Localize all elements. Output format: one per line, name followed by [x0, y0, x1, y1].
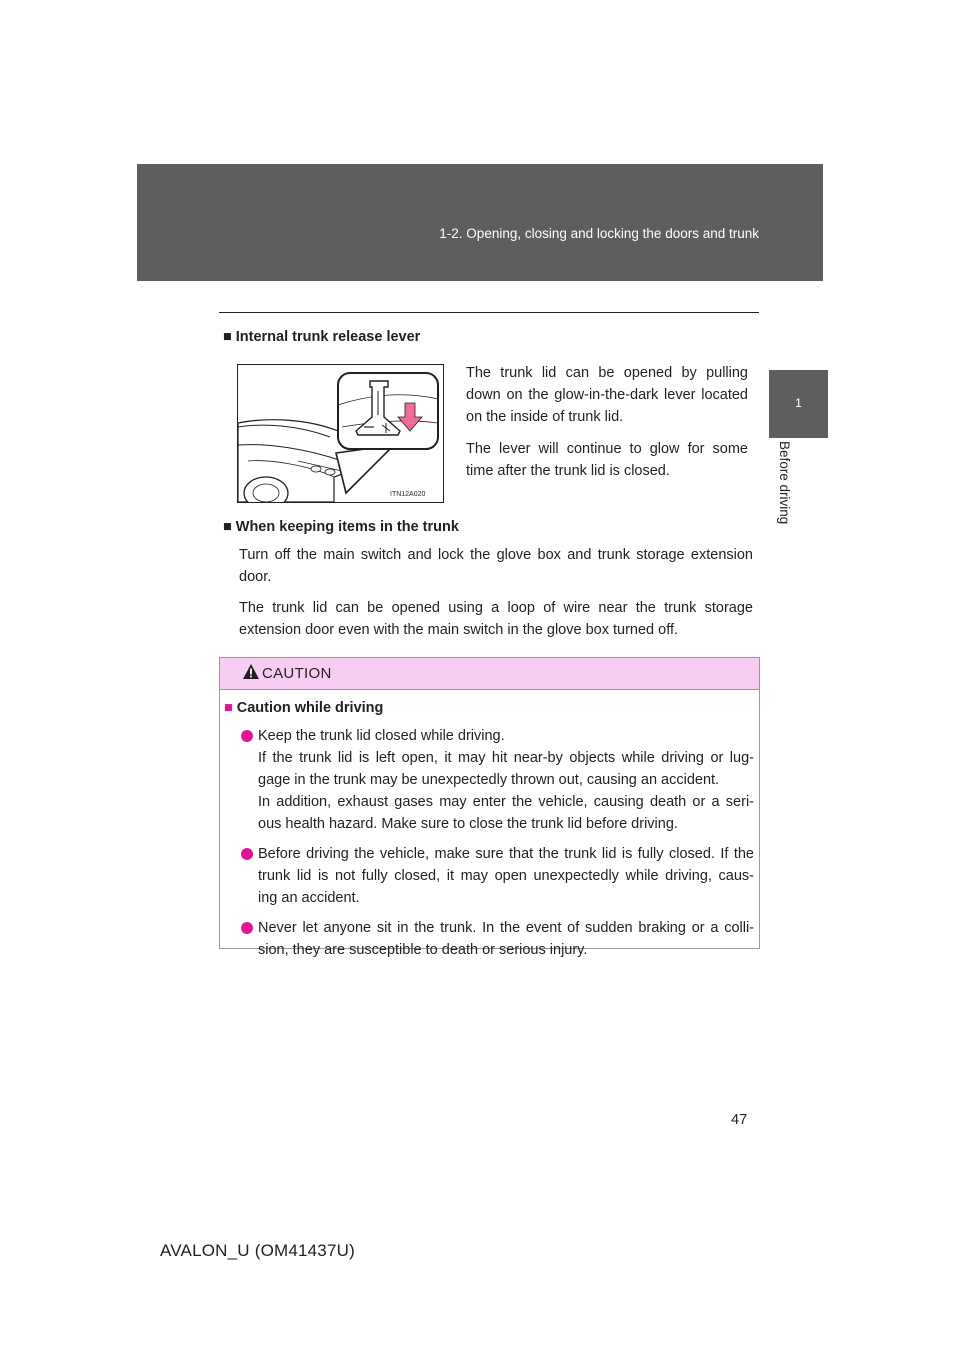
heading-internal-trunk-release — [223, 329, 420, 345]
caution-box — [219, 657, 760, 958]
heading-text: When keeping items in the trunk — [235, 519, 459, 535]
bullet-line: In addition, exhaust gases may enter the vehicle, causing death or a seri- — [258, 794, 754, 810]
paragraph: The trunk lid can be opened by pulling down on the glow-in-the-dark lever located on the inside of trunk lid. — [466, 365, 748, 425]
chapter-tab — [769, 370, 828, 438]
top-rule — [219, 312, 759, 313]
caution-bullet — [240, 725, 754, 835]
caution-bullets — [240, 725, 754, 969]
bullet-line: sion, they are susceptible to death or serious injury. — [258, 942, 588, 958]
keeping-items-text — [239, 544, 753, 650]
section-title: 1-2. Opening, closing and locking the doors and trunk — [439, 226, 759, 241]
caution-bullet — [240, 917, 754, 961]
page-number: 47 — [731, 1112, 748, 1128]
chapter-label: Before driving — [777, 441, 792, 525]
document-code: AVALON_U (OM41437U) — [160, 1241, 355, 1260]
bullet-line: ous health hazard. Make sure to close the trunk lid before driving. — [258, 816, 678, 832]
caution-bullet — [240, 843, 754, 909]
caution-marker: ■ — [224, 700, 233, 716]
warning-triangle-icon — [242, 663, 260, 680]
bullet-line: If the trunk lid is left open, it may hit near-by objects while driving or lug- — [258, 750, 754, 766]
chapter-number: 1 — [795, 396, 802, 410]
caution-heading — [224, 700, 383, 716]
car-trunk-lever-drawing — [238, 365, 443, 502]
caution-label: CAUTION — [262, 665, 332, 682]
bullet-line: Before driving the vehicle, make sure that the trunk lid is fully closed. If the — [258, 846, 754, 862]
paragraph: Turn off the main switch and lock the glove box and trunk storage extension door. — [239, 547, 753, 585]
bullet-line: gage in the trunk may be unexpectedly thrown out, causing an accident. — [258, 772, 720, 788]
heading-marker: ■ — [223, 329, 232, 345]
bullet-line: trunk lid is not fully closed, it may open unexpectedly while driving, caus- — [258, 868, 754, 884]
bullet-line: Keep the trunk lid closed while driving. — [258, 728, 505, 744]
heading-keeping-items — [223, 519, 459, 535]
heading-marker: ■ — [223, 519, 232, 535]
caution-heading-text: Caution while driving — [236, 700, 384, 716]
paragraph: The trunk lid can be opened using a loop of wire near the trunk storage extension door even with the main switch in the glove box turned off. — [239, 600, 753, 638]
trunk-release-illustration — [237, 364, 444, 503]
trunk-release-description — [466, 362, 748, 492]
bullet-line: ing an accident. — [258, 890, 360, 906]
bullet-dot-icon — [241, 922, 253, 934]
figure-code: ITN12A020 — [390, 491, 426, 498]
chapter-label-container — [766, 441, 800, 551]
paragraph: The lever will continue to glow for some time after the trunk lid is closed. — [466, 441, 748, 479]
bullet-dot-icon — [241, 730, 253, 742]
header-band — [137, 164, 823, 281]
heading-text: Internal trunk release lever — [235, 329, 421, 345]
bullet-dot-icon — [241, 848, 253, 860]
caution-header — [220, 658, 759, 690]
bullet-line: Never let anyone sit in the trunk. In the event of sudden braking or a colli- — [258, 920, 754, 936]
